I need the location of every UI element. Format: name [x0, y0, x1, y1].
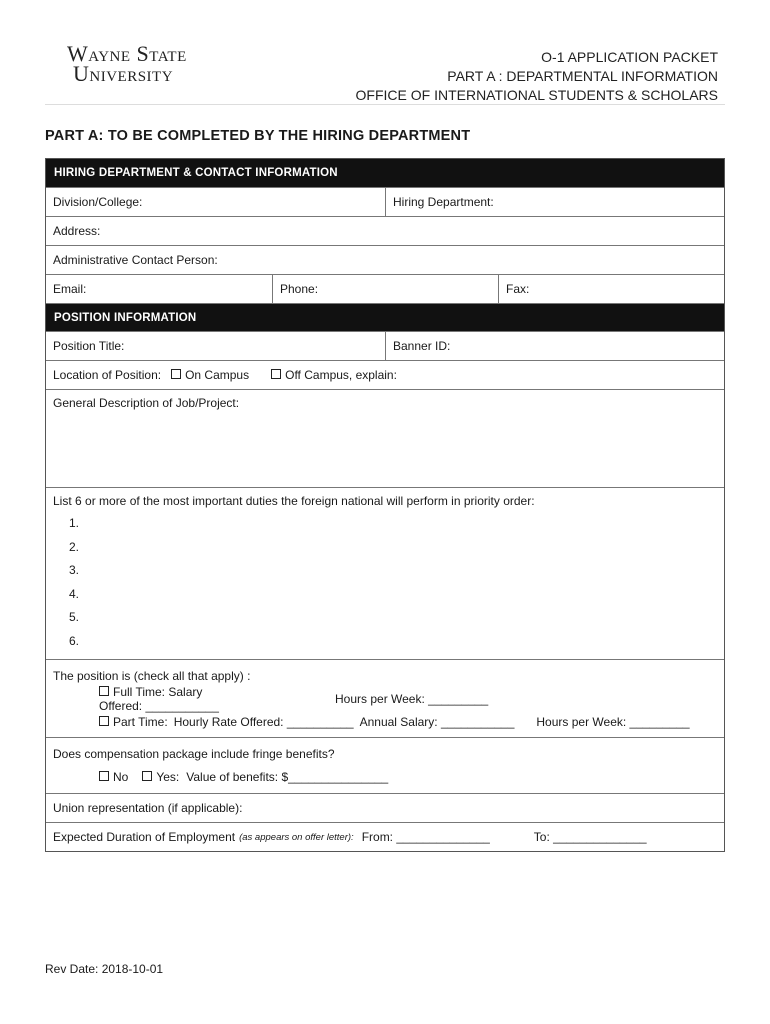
duty-item: 3. [69, 563, 80, 577]
on-campus-checkbox[interactable] [171, 369, 181, 379]
no-checkbox[interactable] [99, 771, 109, 781]
row-location [46, 360, 724, 389]
university-logo [67, 41, 187, 86]
no-label: No [113, 769, 129, 784]
yes-checkbox[interactable] [142, 771, 152, 781]
annual-salary[interactable]: Annual Salary: ___________ [359, 714, 515, 729]
header-divider [45, 104, 725, 105]
off-campus-checkbox[interactable] [271, 369, 281, 379]
row-email [46, 274, 724, 303]
location-label: Location of Position: [53, 368, 162, 382]
address-field[interactable]: Address: [53, 224, 101, 238]
duties-field[interactable] [46, 488, 724, 659]
row-union [46, 793, 724, 822]
row-duration [46, 822, 724, 851]
phone-field[interactable]: Phone: [272, 275, 498, 303]
logo-line-2: University [73, 61, 174, 86]
duration-label: Expected Duration of Employment [53, 830, 236, 844]
full-time-line [53, 684, 717, 713]
row-fringe [46, 737, 724, 793]
full-time-checkbox[interactable] [99, 686, 109, 696]
row-duties [46, 487, 724, 659]
no-option[interactable] [99, 770, 128, 784]
part-time-label: Part Time: [113, 714, 168, 729]
salary-offered[interactable]: Salary Offered: ___________ [99, 684, 219, 713]
header-line-1: O-1 APPLICATION PACKET [541, 49, 718, 65]
location-field [46, 361, 724, 389]
hours-week-1[interactable]: Hours per Week: _________ [335, 691, 489, 706]
fringe-question: Does compensation package include fringe benefits? [53, 746, 335, 761]
banner-id-field[interactable]: Banner ID: [385, 332, 724, 360]
value-benefits[interactable]: Value of benefits: $_______________ [186, 769, 389, 784]
header-line-2: PART A : DEPARTMENTAL INFORMATION [447, 68, 718, 84]
duration-field [46, 823, 724, 851]
duties-prompt: List 6 or more of the most important duties the foreign national will perform in priority order: [53, 494, 535, 508]
part-time-option[interactable] [99, 715, 168, 729]
header-line-3: OFFICE OF INTERNATIONAL STUDENTS & SCHOLARS [355, 87, 718, 103]
rev-date: Rev Date: 2018-10-01 [45, 962, 164, 976]
part-time-line [53, 710, 717, 733]
union-field[interactable]: Union representation (if applicable): [53, 801, 243, 815]
position-title-field[interactable]: Position Title: [53, 339, 125, 353]
off-campus-label: Off Campus, explain: [285, 368, 397, 382]
description-field[interactable]: General Description of Job/Project: [53, 396, 240, 410]
duty-item: 2. [69, 539, 80, 554]
position-type-field [46, 660, 724, 737]
fringe-options [53, 765, 717, 788]
part-time-checkbox[interactable] [99, 716, 109, 726]
on-campus-option[interactable] [171, 368, 249, 382]
logo-line-1: Wayne State [67, 41, 187, 66]
hourly-rate[interactable]: Hourly Rate Offered: __________ [173, 714, 354, 729]
row-description [46, 389, 724, 487]
contact-field[interactable]: Administrative Contact Person: [53, 253, 218, 267]
row-address [46, 216, 724, 245]
hiring-dept-field[interactable]: Hiring Department: [385, 188, 724, 216]
duty-item: 5. [69, 610, 80, 624]
duty-item: 4. [69, 586, 80, 601]
duties-list [53, 512, 717, 653]
division-field[interactable]: Division/College: [53, 195, 143, 209]
part-title: PART A: TO BE COMPLETED BY THE HIRING DEPARTMENT [45, 128, 471, 144]
yes-option[interactable] [142, 770, 179, 784]
full-time-option[interactable] [99, 685, 225, 713]
duration-note: (as appears on offer letter): [239, 831, 354, 843]
on-campus-label: On Campus [185, 368, 250, 382]
off-campus-option[interactable] [271, 368, 397, 382]
duty-item: 6. [69, 633, 80, 648]
position-is-label: The position is (check all that apply) : [53, 668, 251, 683]
row-contact [46, 245, 724, 274]
application-form [45, 158, 725, 852]
email-field[interactable]: Email: [53, 282, 87, 296]
to-date[interactable]: To: ______________ [533, 830, 647, 844]
section-bar-position: POSITION INFORMATION [46, 303, 724, 331]
full-time-label: Full Time: [113, 684, 166, 699]
row-position-title [46, 331, 724, 360]
yes-label: Yes: [156, 769, 180, 784]
document-header [356, 48, 718, 105]
row-division [46, 187, 724, 216]
fax-field[interactable]: Fax: [498, 275, 724, 303]
duty-item: 1. [69, 516, 80, 530]
hours-week-2[interactable]: Hours per Week: _________ [536, 714, 690, 729]
section-bar-hiring: HIRING DEPARTMENT & CONTACT INFORMATION [46, 159, 724, 187]
row-position-type [46, 659, 724, 737]
fringe-field [46, 738, 724, 793]
from-date[interactable]: From: ______________ [361, 830, 490, 844]
